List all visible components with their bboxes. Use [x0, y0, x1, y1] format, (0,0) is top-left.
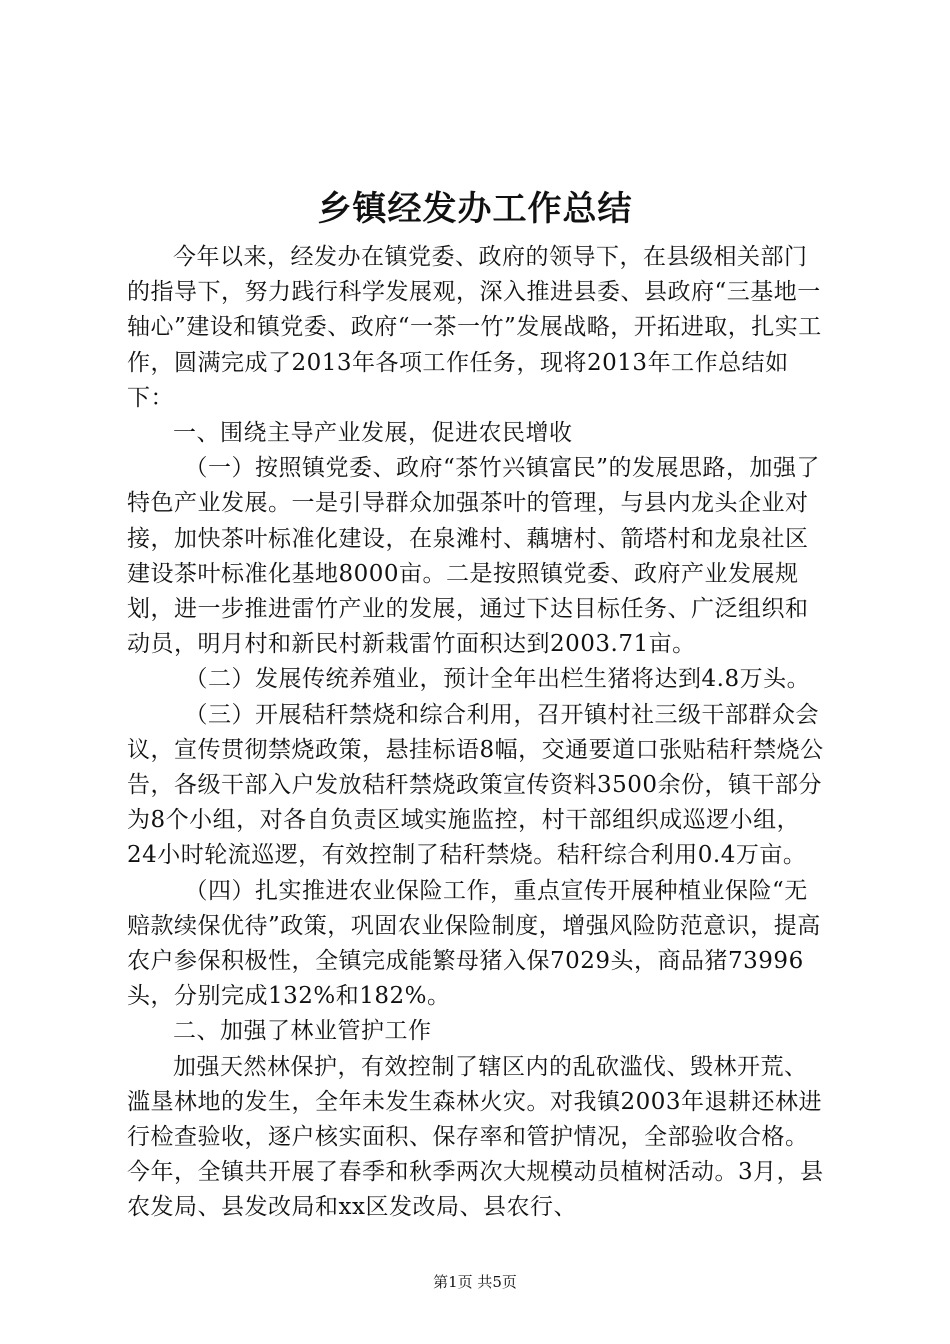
document-title: 乡镇经发办工作总结 — [317, 189, 633, 229]
subsection-paragraph-1: （一）按照镇党委、政府“茶竹兴镇富民”的发展思路，加强了特色产业发展。一是引导群众加强茶叶的管理，与县内龙头企业对接，加快茶叶标准化建设，在泉滩村、藕塘村、箭塔村和龙泉社区建设茶叶标准化基地8000亩。二是按照镇党委、政府产业发展规划，进一步推进雷竹产业的发展，通过下达目标任务、广泛组织和动员，明月村和新民村新栽雷竹面积达到2003.71亩。 — [127, 455, 821, 658]
forestry-paragraph: 加强天然林保护，有效控制了辖区内的乱砍滥伐、毁林开荒、滥垦林地的发生，全年未发生森林火灾。对我镇2003年退耕还林进行检查验收，逐户核实面积、保存率和管护情况，全部验收合格。今年，全镇共开展了春季和秋季两次大规模动员植树活动。3月，县农发局、县发改局和xx区发改局、县农行、 — [127, 1053, 824, 1221]
subsection-paragraph-4: （四）扎实推进农业保险工作，重点宣传开展种植业保险“无赔款续保优待”政策，巩固农业保险制度，增强风险防范意识，提高农户参保积极性，全镇完成能繁母猪入保7029头，商品猪73996头，分别完成132%和182%。 — [127, 877, 821, 1010]
section-heading-1: 一、围绕主导产业发展，促进农民增收 — [173, 420, 573, 447]
page-footer: 第1页 共5页 — [433, 1273, 517, 1291]
subsection-paragraph-2: （二）发展传统养殖业，预计全年出栏生猪将达到4.8万头。 — [184, 666, 811, 693]
document-body — [127, 240, 827, 1226]
intro-paragraph: 今年以来，经发办在镇党委、政府的领导下，在县级相关部门的指导下，努力践行科学发展观，深入推进县委、县政府“三基地一轴心”建设和镇党委、政府“一茶一竹”发展战略，开拓进取，扎实工作，圆满完成了2013年各项工作任务，现将2013年工作总结如下： — [127, 244, 822, 411]
subsection-paragraph-3: （三）开展秸秆禁烧和综合利用，召开镇村社三级干部群众会议，宣传贯彻禁烧政策，悬挂标语8幅，交通要道口张贴秸秆禁烧公告，各级干部入户发放秸秆禁烧政策宣传资料3500余份，镇干部分为8个小组，对各自负责区域实施监控，村干部组织成巡逻小组，24小时轮流巡逻，有效控制了秸秆禁烧。秸秆综合利用0.4万亩。 — [127, 701, 824, 869]
section-heading-2: 二、加强了林业管护工作 — [173, 1018, 432, 1045]
